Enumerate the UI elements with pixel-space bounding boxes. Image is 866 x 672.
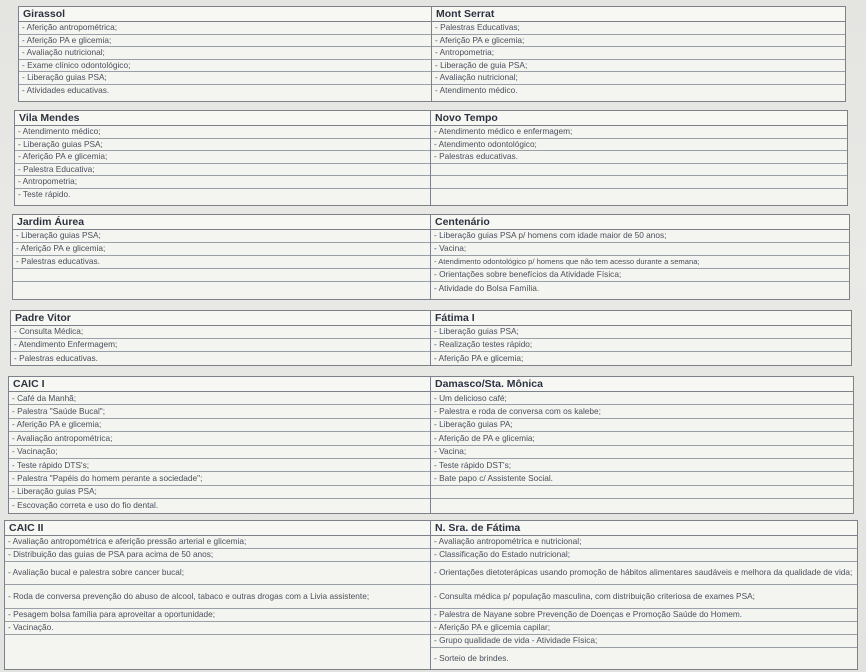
list-item: - Palestra "Saúde Bucal"; (9, 405, 430, 418)
unit-girassol (19, 7, 432, 101)
list-item: - Palestras Educativas; (432, 22, 845, 35)
unit-vila-mendes (15, 111, 431, 205)
list-item: - Vacina; (431, 446, 853, 459)
list-item: - Liberação guias PSA; (19, 72, 431, 85)
list-item: - Antropometria; (432, 47, 845, 60)
list-item: - Avaliação antropométrica; (9, 432, 430, 445)
unit-mont-serrat (432, 7, 845, 101)
unit-fatima-i (431, 311, 851, 365)
unit-title: N. Sra. de Fátima (431, 521, 857, 536)
list-item: - Liberação guias PSA; (431, 326, 851, 339)
list-item: - Liberação guias PSA p/ homens com idade maior de 50 anos; (431, 230, 849, 243)
list-item: - Consulta médica p/ população masculina, com distribuição criteriosa de exames PSA; (431, 585, 857, 609)
list-item: - Liberação guias PA; (431, 419, 853, 432)
list-item: - Consulta Médica; (11, 326, 430, 339)
list-item: - Aferição de PA e glicemia; (431, 432, 853, 445)
list-item: - Pesagem bolsa família para aproveitar a oportunidade; (5, 609, 430, 622)
unit-n-sra-de-fatima (431, 521, 857, 669)
list-item: - Atividade do Bolsa Família. (434, 282, 540, 293)
list-item: - Aferição PA e glicemia capilar; (431, 622, 857, 635)
unit-title: CAIC I (9, 377, 430, 392)
unit-title: CAIC II (5, 521, 430, 536)
list-item: - Teste rápido. (18, 189, 71, 200)
list-item: - Grupo qualidade de vida - Atividade Física; (431, 635, 857, 648)
unit-caic-ii (5, 521, 431, 669)
unit-title: Fátima I (431, 311, 851, 326)
table-block-3 (12, 214, 850, 300)
list-item (431, 499, 853, 512)
unit-title: Girassol (19, 7, 431, 22)
list-item (431, 164, 847, 177)
list-item (5, 635, 430, 669)
list-item: - Palestra Educativa; (15, 164, 430, 177)
table-block-1 (18, 6, 846, 102)
unit-jardim-aurea (13, 215, 431, 299)
list-item: - Orientações dietoterápicas usando promoção de hábitos alimentares saudáveis e melhora da qualidade de vida; (431, 562, 857, 585)
table-block-2 (14, 110, 848, 206)
unit-title: Mont Serrat (432, 7, 845, 22)
list-item: - Antropometria; (15, 176, 430, 189)
unit-title: Centenário (431, 215, 849, 230)
list-item: - Teste rápido DTS's; (9, 459, 430, 472)
list-item (431, 486, 853, 499)
list-item: - Palestras educativas. (13, 256, 430, 269)
list-item: - Vacinação. (5, 622, 430, 635)
list-item: - Aferição PA e glicemia; (9, 419, 430, 432)
list-item: - Atendimento odontológico; (431, 139, 847, 152)
list-item: - Palestra de Nayane sobre Prevenção de Doenças e Promoção Saúde do Homem. (431, 609, 857, 622)
unit-centenario (431, 215, 849, 299)
list-item: - Roda de conversa prevenção do abuso de alcool, tabaco e outras drogas com a Livia assistente; (5, 585, 430, 609)
unit-title: Novo Tempo (431, 111, 847, 126)
list-item: - Atendimento médico e enfermagem; (431, 126, 847, 139)
unit-title: Damasco/Sta. Mônica (431, 377, 853, 392)
list-item: - Exame clínico odontológico; (19, 60, 431, 73)
list-item: - Um delicioso café; (431, 392, 853, 405)
list-item: - Vacina; (431, 243, 849, 256)
list-item: - Sorteio de brindes. (434, 652, 509, 663)
list-item: - Palestra "Papéis do homem perante a sociedade"; (9, 472, 430, 485)
list-item: - Aferição antropométrica; (19, 22, 431, 35)
list-item: - Atendimento Enfermagem; (11, 339, 430, 352)
unit-damasco-sta-monica (431, 377, 853, 513)
list-item: - Avaliação bucal e palestra sobre cancer bucal; (5, 562, 430, 585)
list-item: - Atividades educativas. (22, 85, 110, 96)
list-item: - Distribuição das guias de PSA para acima de 50 anos; (5, 549, 430, 562)
unit-title: Jardim Áurea (13, 215, 430, 230)
list-item: - Aferição PA e glicemia; (19, 35, 431, 48)
list-item: - Orientações sobre benefícios da Atividade Física; (431, 269, 849, 282)
list-item: - Realização testes rápido; (431, 339, 851, 352)
unit-novo-tempo (431, 111, 847, 205)
table-block-5 (8, 376, 854, 514)
table-block-4 (10, 310, 852, 366)
list-item (431, 189, 847, 202)
list-item: - Classificação do Estado nutricional; (431, 549, 857, 562)
unit-title: Vila Mendes (15, 111, 430, 126)
list-item (13, 269, 430, 282)
list-item: - Liberação guias PSA; (15, 139, 430, 152)
list-item: - Café da Manhã; (9, 392, 430, 405)
unit-padre-vitor (11, 311, 431, 365)
list-item: - Vacinação; (9, 446, 430, 459)
list-item: - Atendimento médico. (435, 85, 518, 96)
list-item: - Palestra e roda de conversa com os kalebe; (431, 405, 853, 418)
list-item: - Teste rápido DST's; (431, 459, 853, 472)
list-item: - Aferição PA e glicemia; (13, 243, 430, 256)
list-item: - Atendimento médico; (15, 126, 430, 139)
list-item: - Avaliação antropométrica e nutricional; (431, 536, 857, 549)
table-block-6 (4, 520, 858, 670)
list-item: - Palestras educativas. (14, 352, 98, 363)
list-item: - Avaliação antropométrica e aferição pressão arterial e glicemia; (5, 536, 430, 549)
list-item: - Palestras educativas. (431, 151, 847, 164)
list-item: - Aferição PA e glicemia; (432, 35, 845, 48)
list-item: - Avaliação nutricional; (432, 72, 845, 85)
list-item: - Liberação guias PSA; (9, 486, 430, 499)
list-item (13, 282, 430, 295)
list-item: - Avaliação nutricional; (19, 47, 431, 60)
unit-caic-i (9, 377, 431, 513)
list-item: - Aferição PA e glicemia; (15, 151, 430, 164)
list-item: - Escovação correta e uso do fio dental. (12, 500, 159, 511)
list-item: - Aferição PA e glicemia; (434, 352, 524, 363)
unit-title: Padre Vitor (11, 311, 430, 326)
list-item: - Liberação guias PSA; (13, 230, 430, 243)
list-item: - Liberação de guia PSA; (432, 60, 845, 73)
list-item: - Bate papo c/ Assistente Social. (431, 472, 853, 485)
list-item: - Atendimento odontológico p/ homens que não tem acesso durante a semana; (431, 256, 849, 269)
list-item (431, 176, 847, 189)
